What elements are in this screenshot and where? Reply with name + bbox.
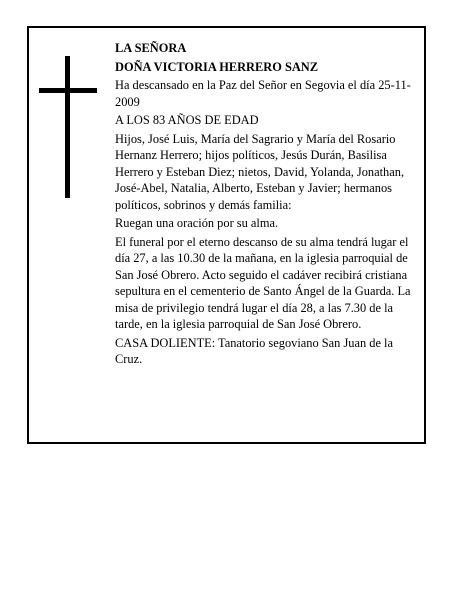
cross-vertical-bar — [65, 56, 70, 198]
house-of-mourning: CASA DOLIENTE: Tanatorio segoviano San Juan de la Cruz. — [115, 335, 393, 366]
prayer-request: Ruegan una oración por su alma. — [115, 216, 279, 230]
funeral-details: El funeral por el eterno descanso de su alma tendrá lugar el día 27, a las 10.30 de la mañana, en la iglesia parroquial de San José Obrero. Acto seguido el cadáver recibirá cristiana sepultura en el cementerio de Santo Ángel de la Guarda. La misa de privilegio tendrá lugar el día 28, a las 7.30 de la tarde, en la iglesia parroquial de San José Obrero. — [115, 234, 411, 331]
age-line: A LOS 83 AÑOS DE EDAD — [115, 113, 259, 127]
obituary-title: LA SEÑORA — [115, 41, 187, 55]
family-list: Hijos, José Luis, María del Sagrario y María del Rosario Hernanz Herrero; hijos políticos, Jesús Durán, Basilisa Herrero y Esteban Diez; nietos, David, Yolanda, Jonathan, José-Abel, Natalia, Alberto, Esteban y Javier; hermanos políticos, sobrinos y demás familia: — [115, 131, 405, 212]
obituary-frame — [27, 26, 426, 444]
cross-horizontal-bar — [39, 88, 97, 93]
obituary-text — [115, 40, 415, 370]
cross-icon — [39, 56, 97, 198]
death-announcement: Ha descansado en la Paz del Señor en Segovia el día 25-11-2009 — [115, 78, 411, 109]
deceased-name: DOÑA VICTORIA HERRERO SANZ — [115, 59, 318, 74]
